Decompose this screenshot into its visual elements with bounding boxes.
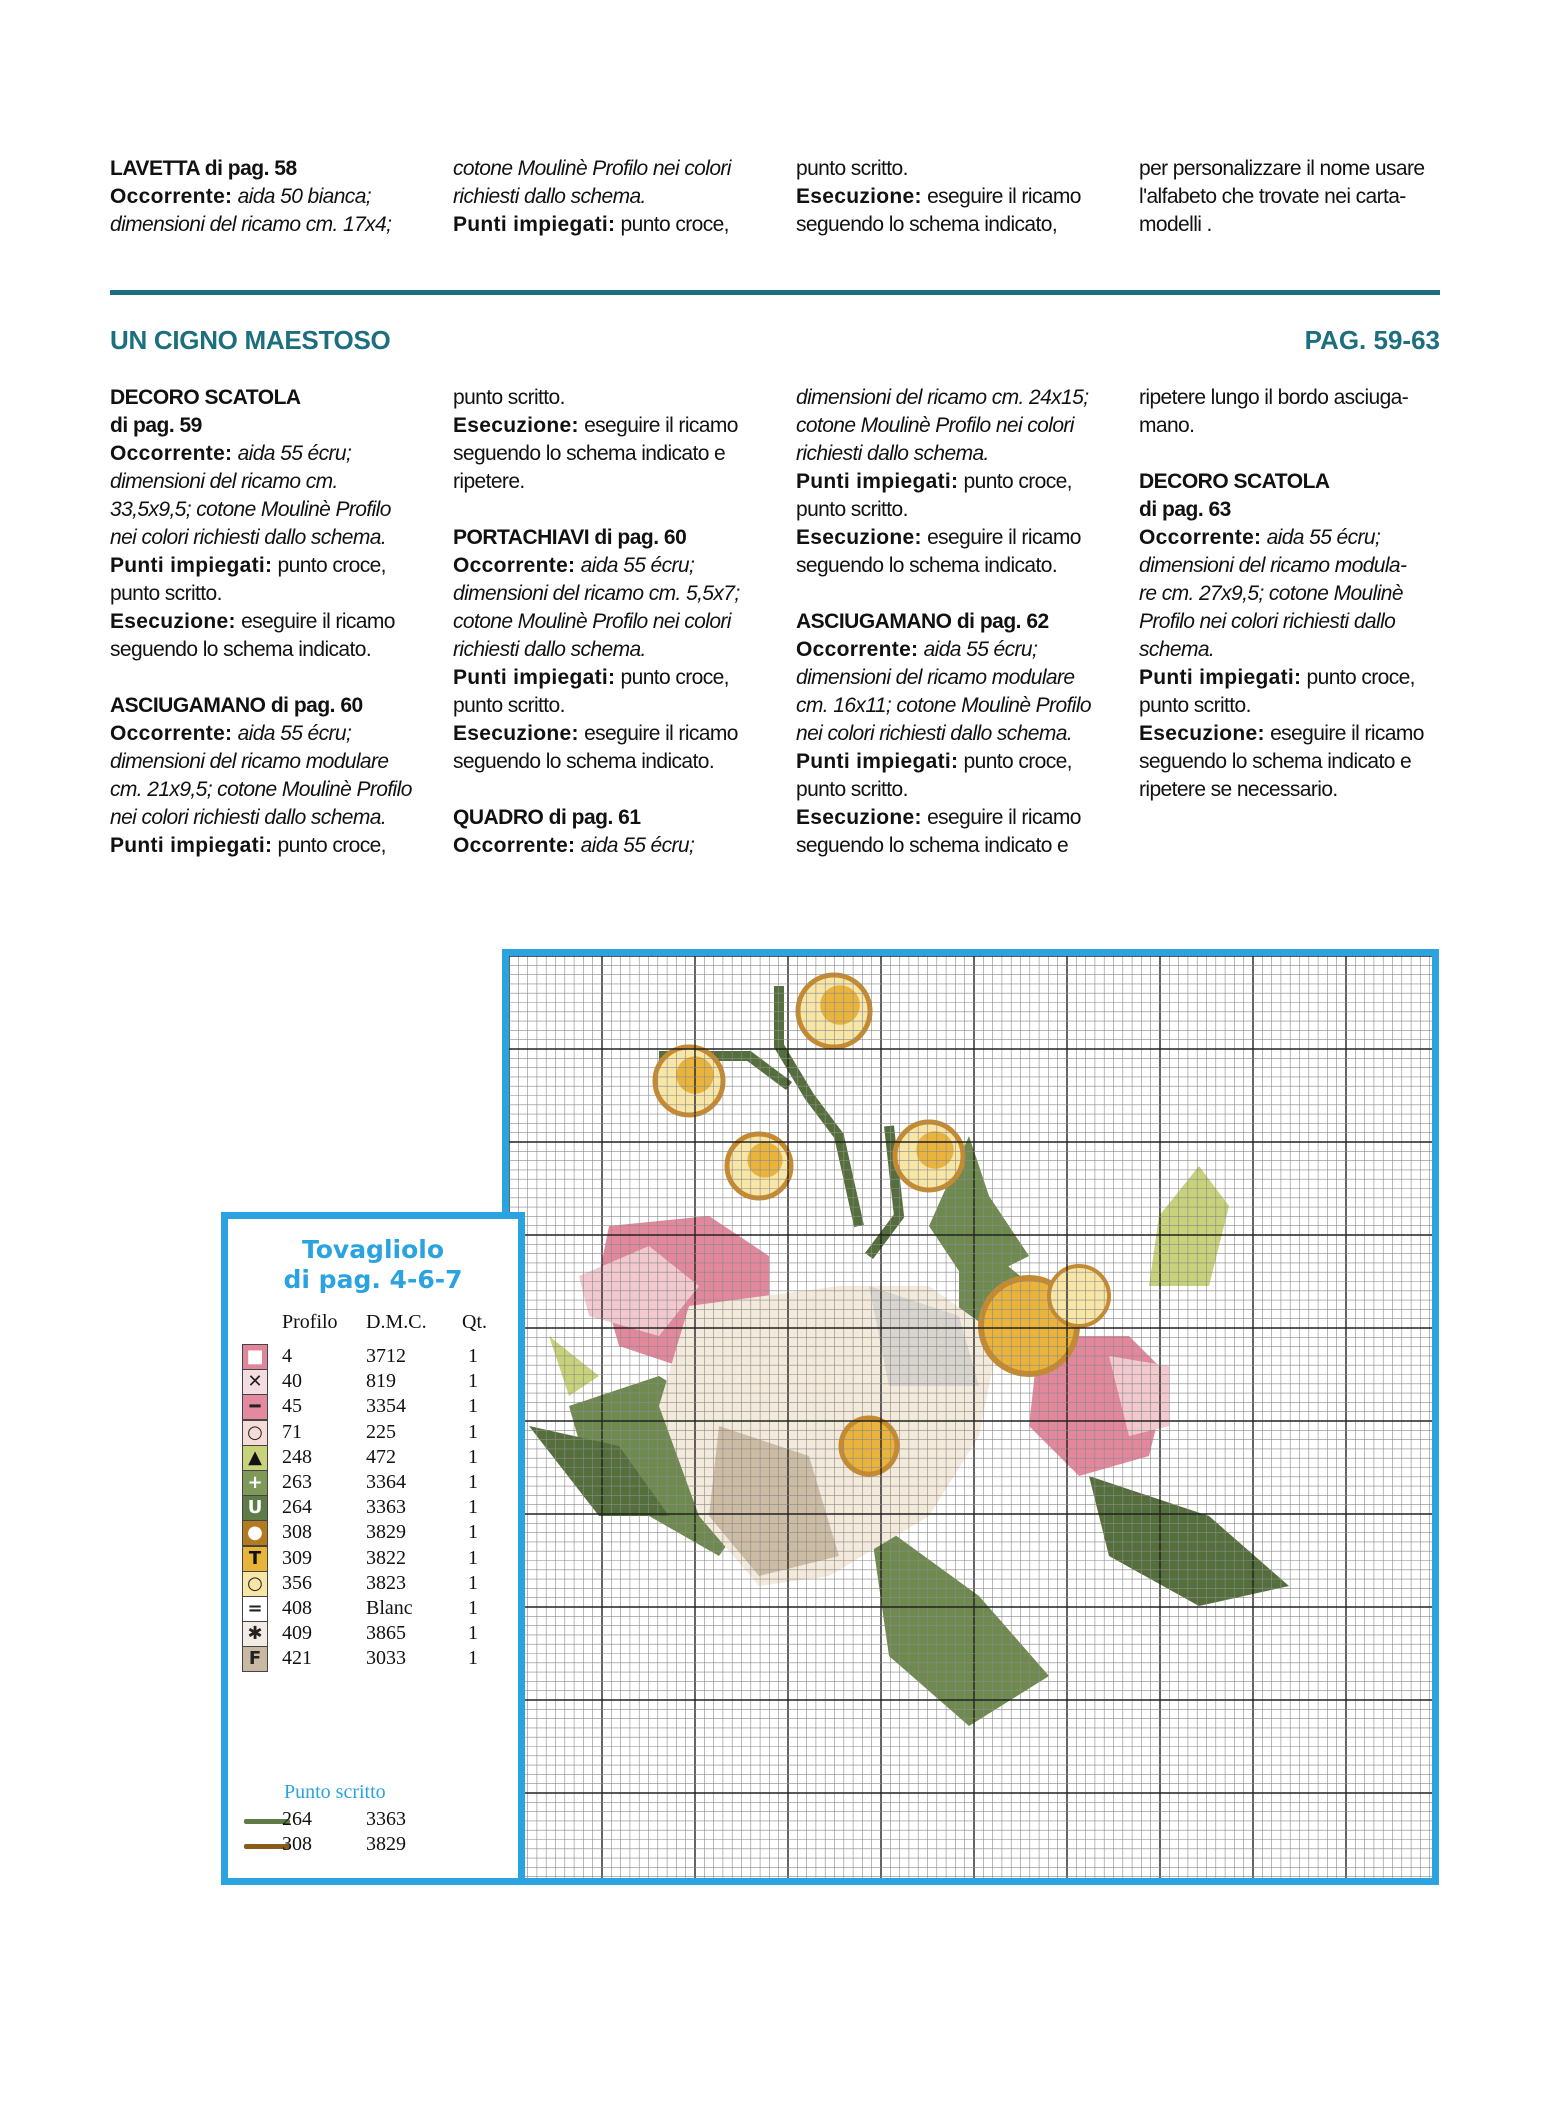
text: per personalizzare il nome usare bbox=[1139, 157, 1425, 180]
label-punti: Punti impiegati: bbox=[1139, 666, 1302, 689]
dmc-value: Blanc bbox=[366, 1597, 413, 1619]
text: Profilo nei colori richiesti dallo bbox=[1139, 610, 1396, 633]
qt-value: 1 bbox=[468, 1546, 478, 1569]
text: eseguire il ricamo bbox=[921, 526, 1081, 549]
qt-value: 1 bbox=[468, 1370, 478, 1393]
text: seguendo lo schema indicato, bbox=[796, 213, 1058, 236]
text: dimensioni del ricamo modulare bbox=[796, 666, 1075, 689]
punto-scritto-row bbox=[242, 1832, 522, 1862]
qt-value: 1 bbox=[468, 1471, 478, 1493]
stitch-symbol-icon: ▲ bbox=[242, 1445, 268, 1471]
text: eseguire il ricamo bbox=[921, 185, 1081, 208]
qt-value: 1 bbox=[468, 1496, 478, 1519]
legend-subtitle: di pag. 4-6-7 bbox=[283, 1265, 463, 1294]
qt-value: 1 bbox=[468, 1420, 478, 1443]
text: nei colori richiesti dallo schema. bbox=[796, 722, 1073, 745]
dmc-value: 3364 bbox=[366, 1471, 406, 1493]
stitch-symbol-icon: = bbox=[242, 1596, 268, 1622]
flower-bud-shape bbox=[747, 1142, 782, 1177]
dmc-value: 3033 bbox=[366, 1647, 406, 1670]
text: seguendo lo schema indicato e bbox=[453, 442, 726, 465]
top-col-4 bbox=[1139, 155, 1439, 239]
label-punti: Punti impiegati: bbox=[110, 554, 273, 577]
text: eseguire il ricamo bbox=[235, 610, 395, 633]
heading: PORTACHIAVI di pag. 60 bbox=[453, 526, 687, 549]
text: punto scritto. bbox=[453, 386, 565, 409]
text: dimensioni del ricamo modulare bbox=[110, 750, 389, 773]
text: mano. bbox=[1139, 414, 1195, 437]
text: richiesti dallo schema. bbox=[453, 638, 646, 661]
text: ripetere. bbox=[453, 470, 525, 493]
profilo-value: 40 bbox=[282, 1370, 302, 1393]
dmc-value: 225 bbox=[366, 1420, 396, 1443]
col-4 bbox=[1139, 384, 1439, 860]
header-profilo: Profilo bbox=[282, 1311, 338, 1333]
text: seguendo lo schema indicato. bbox=[453, 750, 715, 773]
text: nei colori richiesti dallo schema. bbox=[110, 526, 387, 549]
label-punti: Punti impiegati: bbox=[110, 834, 273, 857]
top-col-1 bbox=[110, 155, 453, 239]
text: seguendo lo schema indicato. bbox=[796, 554, 1058, 577]
dmc-value: 3822 bbox=[366, 1546, 406, 1569]
heading: di pag. 63 bbox=[1139, 498, 1231, 521]
label-occorrente: Occorrente: bbox=[110, 722, 233, 745]
dmc-value: 3363 bbox=[366, 1808, 406, 1830]
dmc-value: 3865 bbox=[366, 1622, 406, 1645]
qt-value: 1 bbox=[468, 1622, 478, 1645]
stitch-symbol-icon: ● bbox=[242, 1520, 268, 1546]
qt-value: 1 bbox=[468, 1647, 478, 1670]
text: seguendo lo schema indicato e bbox=[796, 834, 1069, 857]
label-occorrente: Occorrente: bbox=[796, 638, 919, 661]
stitch-symbol-icon: ━ bbox=[242, 1394, 268, 1420]
text: aida 55 écru; bbox=[232, 722, 352, 745]
top-col-2 bbox=[453, 155, 796, 239]
text: eseguire il ricamo bbox=[578, 722, 738, 745]
text: re cm. 27x9,5; cotone Moulinè bbox=[1139, 582, 1403, 605]
label-esecuzione: Esecuzione: bbox=[453, 414, 579, 437]
qt-value: 1 bbox=[468, 1445, 478, 1468]
profilo-value: 408 bbox=[282, 1597, 312, 1619]
heading: ASCIUGAMANO di pag. 62 bbox=[796, 610, 1049, 633]
text: punto croce, bbox=[958, 470, 1072, 493]
text: modelli . bbox=[1139, 213, 1212, 236]
text: punto croce, bbox=[1301, 666, 1415, 689]
text: punto scritto. bbox=[1139, 694, 1251, 717]
stitch-symbol-icon: + bbox=[242, 1470, 268, 1496]
dmc-value: 472 bbox=[366, 1445, 396, 1468]
text: cotone Moulinè Profilo nei colori bbox=[453, 157, 731, 180]
heading: DECORO SCATOLA bbox=[1139, 470, 1330, 493]
text: punto croce, bbox=[958, 750, 1072, 773]
section-divider bbox=[110, 290, 1440, 295]
stitch-symbol-icon: ✱ bbox=[242, 1621, 268, 1647]
text: cotone Moulinè Profilo nei colori bbox=[796, 414, 1074, 437]
text: cotone Moulinè Profilo nei colori bbox=[453, 610, 731, 633]
text: nei colori richiesti dallo schema. bbox=[110, 806, 387, 829]
profilo-value: 264 bbox=[282, 1808, 312, 1830]
dmc-value: 819 bbox=[366, 1370, 396, 1393]
heading: ASCIUGAMANO di pag. 60 bbox=[110, 694, 363, 717]
profilo-value: 4 bbox=[282, 1345, 292, 1367]
profilo-value: 45 bbox=[282, 1395, 302, 1418]
color-legend bbox=[221, 1212, 525, 1885]
label-esecuzione: Esecuzione: bbox=[796, 526, 922, 549]
label-occorrente: Occorrente: bbox=[453, 554, 576, 577]
label-esecuzione: Esecuzione: bbox=[796, 806, 922, 829]
section-page: PAG. 59-63 bbox=[1304, 325, 1440, 355]
dmc-value: 3363 bbox=[366, 1496, 406, 1519]
profilo-value: 309 bbox=[282, 1546, 312, 1569]
text: 33,5x9,5; cotone Moulinè Profilo bbox=[110, 498, 391, 521]
text: seguendo lo schema indicato. bbox=[110, 638, 372, 661]
text: richiesti dallo schema. bbox=[453, 185, 646, 208]
col-2 bbox=[453, 384, 796, 860]
profilo-value: 409 bbox=[282, 1622, 312, 1645]
text: richiesti dallo schema. bbox=[796, 442, 989, 465]
flower-bud-shape bbox=[820, 985, 860, 1025]
text: aida 55 écru; bbox=[575, 554, 695, 577]
text: punto croce, bbox=[615, 666, 729, 689]
text: punto scritto. bbox=[796, 498, 908, 521]
qt-value: 1 bbox=[468, 1345, 478, 1367]
cross-stitch-chart bbox=[502, 949, 1439, 1885]
text: punto scritto. bbox=[110, 582, 222, 605]
punto-scritto-title: Punto scritto bbox=[284, 1781, 386, 1803]
qt-value: 1 bbox=[468, 1571, 478, 1594]
heading: QUADRO di pag. 61 bbox=[453, 806, 641, 829]
text: punto scritto. bbox=[796, 157, 908, 180]
profilo-value: 308 bbox=[282, 1521, 312, 1544]
text: dimensioni del ricamo cm. 17x4; bbox=[110, 213, 392, 236]
text: eseguire il ricamo bbox=[1264, 722, 1424, 745]
top-col-3 bbox=[796, 155, 1139, 239]
text: dimensioni del ricamo cm. bbox=[110, 470, 338, 493]
dmc-value: 3354 bbox=[366, 1395, 406, 1418]
text: aida 50 bianca; bbox=[232, 185, 372, 208]
label-esecuzione: Esecuzione: bbox=[1139, 722, 1265, 745]
text: aida 55 écru; bbox=[575, 834, 695, 857]
heading: DECORO SCATOLA bbox=[110, 386, 301, 409]
text: punto croce, bbox=[272, 834, 386, 857]
text: ripetere lungo il bordo asciuga- bbox=[1139, 386, 1409, 409]
text: aida 55 écru; bbox=[918, 638, 1038, 661]
label-occorrente: Occorrente: bbox=[110, 442, 233, 465]
section-title: UN CIGNO MAESTOSO bbox=[110, 325, 391, 355]
label-punti: Punti impiegati: bbox=[796, 750, 959, 773]
heading-lavetta: LAVETTA di pag. 58 bbox=[110, 157, 297, 180]
profilo-value: 421 bbox=[282, 1647, 312, 1670]
header-qt: Qt. bbox=[462, 1311, 487, 1333]
dmc-value: 3823 bbox=[366, 1571, 406, 1594]
profilo-value: 356 bbox=[282, 1571, 312, 1594]
qt-value: 1 bbox=[468, 1521, 478, 1544]
text: seguendo lo schema indicato e bbox=[1139, 750, 1412, 773]
stitch-symbol-icon: ○ bbox=[242, 1420, 268, 1446]
qt-value: 1 bbox=[468, 1395, 478, 1418]
label-occorrente: Occorrente: bbox=[453, 834, 576, 857]
text: eseguire il ricamo bbox=[578, 414, 738, 437]
label-occorrente: Occorrente: bbox=[110, 185, 233, 208]
header-dmc: D.M.C. bbox=[366, 1311, 427, 1333]
leaf-shape bbox=[869, 1516, 1049, 1726]
profilo-value: 71 bbox=[282, 1420, 302, 1443]
profilo-value: 263 bbox=[282, 1471, 312, 1493]
label-occorrente: Occorrente: bbox=[1139, 526, 1262, 549]
profilo-value: 248 bbox=[282, 1445, 312, 1468]
heading: di pag. 59 bbox=[110, 414, 202, 437]
text: eseguire il ricamo bbox=[921, 806, 1081, 829]
cross-stitch-grid bbox=[509, 956, 1432, 1878]
text: dimensioni del ricamo cm. 5,5x7; bbox=[453, 582, 740, 605]
instructions-block bbox=[110, 384, 1440, 860]
flower-center-shape bbox=[841, 1418, 897, 1474]
text: punto croce, bbox=[615, 213, 729, 236]
label-esecuzione: Esecuzione: bbox=[796, 185, 922, 208]
text: aida 55 écru; bbox=[232, 442, 352, 465]
text: punto scritto. bbox=[796, 778, 908, 801]
label-punti: Punti impiegati: bbox=[796, 470, 959, 493]
stitch-symbol-icon: T bbox=[242, 1546, 268, 1572]
text: cm. 16x11; cotone Moulinè Profilo bbox=[796, 694, 1091, 717]
label-esecuzione: Esecuzione: bbox=[453, 722, 579, 745]
profilo-value: 308 bbox=[282, 1833, 312, 1855]
dmc-value: 3829 bbox=[366, 1833, 406, 1855]
dmc-value: 3712 bbox=[366, 1345, 406, 1367]
legend-title: Tovagliolo bbox=[301, 1235, 445, 1264]
text: punto croce, bbox=[272, 554, 386, 577]
label-punti: Punti impiegati: bbox=[453, 213, 616, 236]
stitch-symbol-icon: F bbox=[242, 1646, 268, 1672]
dmc-value: 3829 bbox=[366, 1521, 406, 1544]
top-text-block bbox=[110, 155, 1440, 239]
qt-value: 1 bbox=[468, 1597, 478, 1619]
col-3 bbox=[796, 384, 1139, 860]
col-1 bbox=[110, 384, 453, 860]
label-punti: Punti impiegati: bbox=[453, 666, 616, 689]
stitch-symbol-icon: ✕ bbox=[242, 1369, 268, 1395]
text: ripetere se necessario. bbox=[1139, 778, 1338, 801]
label-esecuzione: Esecuzione: bbox=[110, 610, 236, 633]
text: cm. 21x9,5; cotone Moulinè Profilo bbox=[110, 778, 412, 801]
text: punto scritto. bbox=[453, 694, 565, 717]
stitch-symbol-icon: ○ bbox=[242, 1571, 268, 1597]
text: aida 55 écru; bbox=[1261, 526, 1381, 549]
legend-row bbox=[242, 1646, 522, 1676]
text: dimensioni del ricamo cm. 24x15; bbox=[796, 386, 1089, 409]
stitch-symbol-icon: U bbox=[242, 1495, 268, 1521]
profilo-value: 264 bbox=[282, 1496, 312, 1519]
text: schema. bbox=[1139, 638, 1215, 661]
text: l'alfabeto che trovate nei carta- bbox=[1139, 185, 1406, 208]
stitch-symbol-icon: ■ bbox=[242, 1344, 268, 1370]
flower-bud-shape bbox=[916, 1131, 953, 1168]
text: dimensioni del ricamo modula- bbox=[1139, 554, 1407, 577]
